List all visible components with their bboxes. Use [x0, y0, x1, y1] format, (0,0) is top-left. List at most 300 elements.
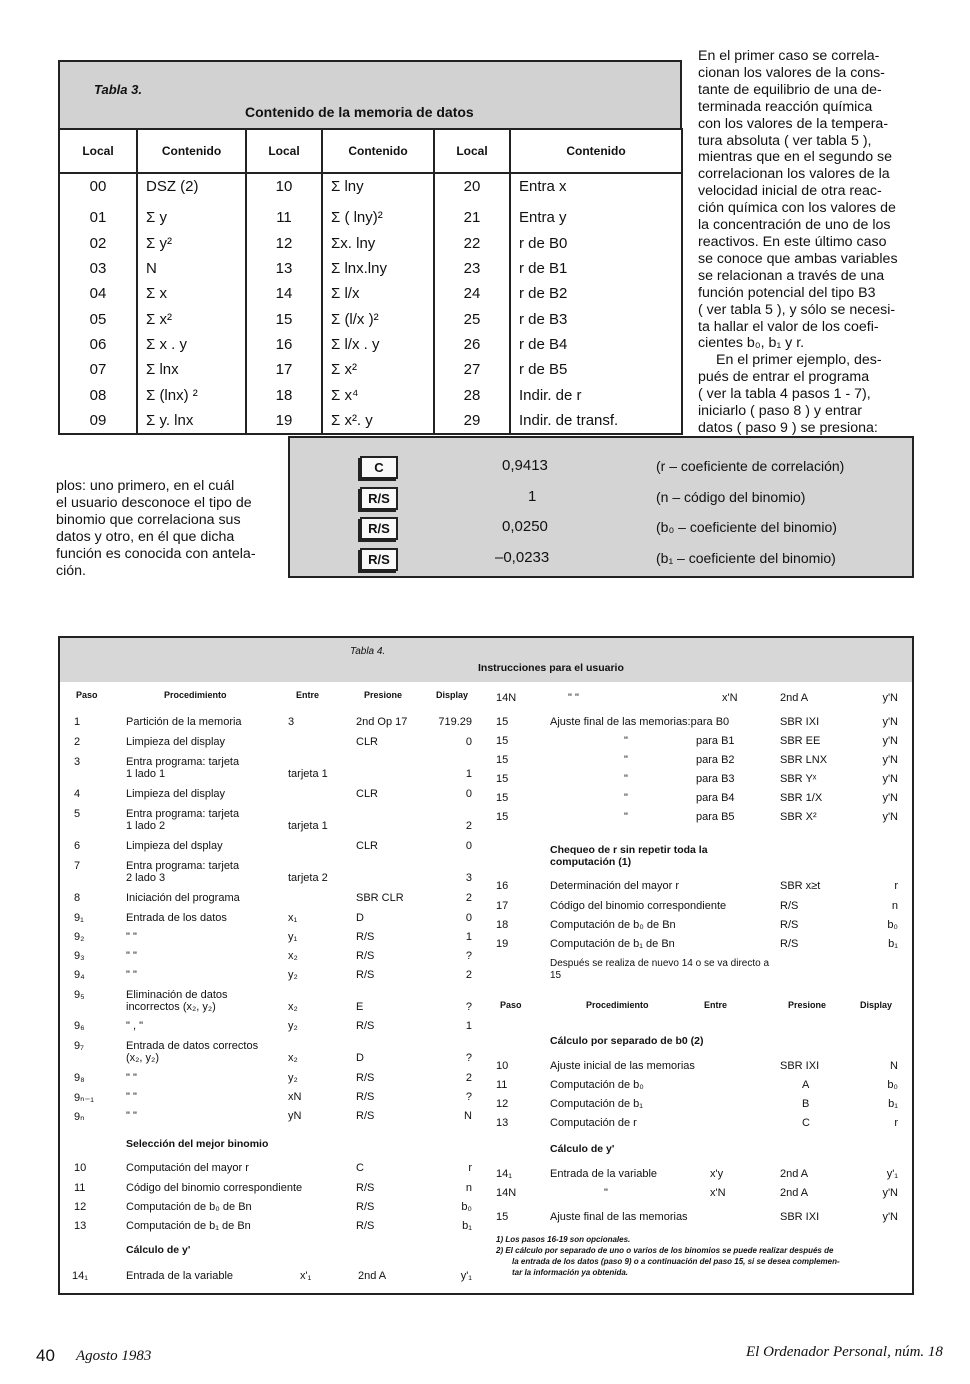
table4-cell: 7: [74, 860, 81, 872]
table4-cell: y'₁: [460, 1270, 472, 1282]
table4-cell: 4: [74, 788, 81, 800]
text-line: función es conocida con antela-: [56, 545, 256, 562]
table3-cell: 17: [246, 357, 322, 382]
table4-cell: 9₃: [74, 950, 85, 962]
table4-cell: Código del binomio correspondiente: [126, 1182, 303, 1194]
table4-cell: 719.29: [438, 716, 472, 728]
table4-header: [58, 636, 914, 682]
table4-body: [58, 680, 914, 1295]
table4-cell: x₁: [288, 912, 298, 924]
table4-cell: 18: [496, 919, 509, 931]
calculator-key: R/S: [360, 517, 398, 540]
table4-cell: x'N: [722, 692, 738, 704]
table4-cell: C: [802, 1117, 810, 1129]
table4-cell: " ": [126, 969, 137, 981]
table4-cell: y'N: [882, 754, 898, 766]
table3-col-header: Local: [59, 129, 137, 173]
table4-cell: y₂: [288, 1020, 298, 1032]
note-line: la entrada de los datos (paso 9) o a continuación del paso 15, si se desea complemen-: [512, 1257, 840, 1266]
table4-cell: 14N: [496, 692, 517, 704]
table4-cell: 2: [465, 820, 472, 832]
table4-cell: Ajuste inicial de las memorias: [550, 1060, 695, 1072]
table4-cell: 3: [74, 756, 81, 768]
table4-cell: " ": [126, 1110, 137, 1122]
table4-cell: 15: [496, 1211, 509, 1223]
table4-cell: R/S: [356, 1220, 375, 1232]
table3-cell: 09: [59, 408, 137, 434]
table3-cell: 06: [59, 332, 137, 357]
table3-cell: Entra y: [510, 199, 682, 230]
key-result-description: (n – código del binomio): [656, 488, 806, 505]
table4-cell: 10: [74, 1162, 87, 1174]
table4-cell: R/S: [356, 950, 375, 962]
table4-cell: para B5: [696, 811, 735, 823]
text-line: En el primer caso se correla-: [698, 48, 880, 64]
table4-cell: 9₁: [74, 912, 84, 924]
table3-cell: 12: [246, 231, 322, 256]
table4-cell: 2nd A: [358, 1270, 387, 1282]
text-line: plos: uno primero, en el cuál: [56, 478, 235, 494]
table3-row: [59, 231, 682, 256]
text-line: tante de equilibrio de una de-: [698, 81, 882, 98]
table4-cell: 1: [465, 1020, 472, 1032]
table4-cell: 9₇: [74, 1040, 84, 1052]
table3-cell: r de B0: [510, 231, 682, 256]
text-line: cionan los valores de la cons-: [698, 64, 885, 81]
table3-cell: Σ x²: [322, 357, 434, 382]
table3-cell: r de B1: [510, 256, 682, 281]
table3-cell: 08: [59, 382, 137, 407]
table4-cell: tarjeta 1: [288, 820, 328, 832]
table3-cell: 07: [59, 357, 137, 382]
table4-cell: y'N: [882, 811, 898, 823]
table4-cell: Computación de b₀ de Bn: [126, 1201, 252, 1213]
table3-row: [59, 281, 682, 306]
table4-cell: 14₁: [72, 1270, 88, 1282]
table4-cell: 14₁: [496, 1168, 512, 1180]
text-line: terminada reacción química: [698, 98, 873, 115]
section-title: Cálculo de y': [550, 1143, 615, 1155]
table4-cell: para B3: [696, 773, 735, 785]
table4-cell: xN: [288, 1091, 302, 1103]
table4-cell: Entrada de la variable: [550, 1168, 658, 1180]
table3-cell: Σ x . y: [137, 332, 246, 357]
table4-cell: B: [802, 1098, 810, 1110]
table4-cell: SBR Yˣ: [780, 773, 817, 785]
table3-cell: Σ x². y: [322, 408, 434, 434]
table3-cell: Σ y²: [137, 231, 246, 256]
table3-cell: 11: [246, 199, 322, 230]
table4-cell: x₂: [288, 950, 298, 962]
table4-cell: y₂: [288, 969, 298, 981]
table4-cell: CLR: [356, 736, 379, 748]
table4-cell: Computación de b₀ de Bn: [550, 919, 676, 931]
table4-cell: y'N: [882, 716, 898, 728]
table4-cell: 5: [74, 808, 81, 820]
text-line: se relacionan a través de una: [698, 267, 885, 284]
key-result-description: (b₁ – coeficiente del binomio): [656, 549, 836, 566]
table3-cell: Entra x: [510, 173, 682, 199]
table3-row: [59, 382, 682, 407]
table4-cell: tarjeta 2: [288, 872, 328, 884]
table3-cell: Σ x²: [137, 306, 246, 331]
table4-cell: 1 lado 2: [126, 820, 166, 832]
table4-cell: Entrada de la variable: [126, 1270, 234, 1282]
table4-cell: incorrectos (x₂, y₂): [126, 1001, 216, 1013]
table3-cell: 04: [59, 281, 137, 306]
table3-cell: 22: [434, 231, 510, 256]
table4-cell: 16: [496, 880, 509, 892]
table4-cell: r: [894, 880, 898, 892]
table4-cell: b₁: [888, 1098, 898, 1110]
table3-row: [59, 332, 682, 357]
table4-cell: b₀: [887, 1079, 898, 1091]
table4-cell: Código del binomio correspondiente: [550, 900, 727, 912]
table3-cell: r de B5: [510, 357, 682, 382]
text-line: datos y otro, en él que dicha: [56, 528, 235, 545]
table4-cell: SBR CLR: [356, 892, 404, 904]
table4-cell: R/S: [356, 1201, 375, 1213]
table4-cell: r: [468, 1162, 472, 1174]
table4-cell: ": [624, 735, 628, 747]
table3-cell: r de B3: [510, 306, 682, 331]
text-line: función potencial del tipo B3: [698, 284, 876, 301]
note-line: 1) Los pasos 16-19 son opcionales.: [496, 1235, 631, 1244]
table3-row: [59, 199, 682, 230]
table3-cell: 20: [434, 173, 510, 199]
table4-cell: R/S: [356, 1072, 375, 1084]
table3-row: [59, 306, 682, 331]
text-line: ción.: [56, 562, 86, 579]
note-line: tar la información ya obtenida.: [512, 1268, 629, 1277]
table4-cell: y'N: [882, 1211, 898, 1223]
table4-cell: 13: [496, 1117, 509, 1129]
table4-cell: 13: [74, 1220, 87, 1232]
table4-cell: SBR x≥t: [780, 880, 821, 892]
table4-cell: " ": [126, 1072, 137, 1084]
table4-cell: ": [624, 773, 628, 785]
table3-cell: Indir. de transf.: [510, 408, 682, 434]
text-line: binomio que correlaciona sus: [56, 511, 241, 528]
table3-cell: Σ (l/x )²: [322, 306, 434, 331]
table4-cell: 11: [74, 1182, 86, 1194]
table4-cell: D: [356, 912, 364, 924]
table3-cell: 15: [246, 306, 322, 331]
table4-cell: 15: [496, 792, 509, 804]
table3-cell: 13: [246, 256, 322, 281]
table4-cell: 1: [465, 768, 472, 780]
table3-cell: r de B4: [510, 332, 682, 357]
table3-row: [59, 173, 682, 199]
table4-cell: CLR: [356, 788, 379, 800]
table4-cell: SBR X²: [780, 811, 817, 823]
table3-cell: Σ lnx: [137, 357, 246, 382]
table3-cell: Σ (lnx) ²: [137, 382, 246, 407]
table4-cell: b₀: [461, 1201, 472, 1213]
table4-cell: R/S: [780, 938, 799, 950]
table4-cell: y'₁: [886, 1168, 898, 1180]
table3-row: [59, 408, 682, 434]
table4-cell: y₁: [288, 931, 298, 943]
table4-cell: x'y: [710, 1168, 724, 1180]
table3-cell: 10: [246, 173, 322, 199]
table4-cell: " , ": [126, 1020, 143, 1032]
table4-cell: n: [891, 900, 898, 912]
table3-cell: 27: [434, 357, 510, 382]
table4-col-header: Entre: [296, 690, 320, 700]
table4-cell: 15: [496, 754, 509, 766]
key-result-value: 1: [528, 487, 537, 505]
table4-cell: 2: [465, 892, 472, 904]
key-result-value: 0,0250: [502, 518, 548, 535]
table3-cell: 01: [59, 199, 137, 230]
table3-title: Contenido de la memoria de datos: [245, 104, 474, 120]
table4-cell: b₁: [462, 1220, 472, 1232]
table4-cell: SBR LNX: [780, 754, 828, 766]
calculator-key: C: [360, 456, 398, 479]
table4-cell: R/S: [780, 919, 799, 931]
table4-cell: x₂: [288, 1001, 298, 1013]
table4-cell: R/S: [356, 1182, 375, 1194]
table3-col-header: Contenido: [322, 129, 434, 173]
table4-cell: " ": [126, 931, 137, 943]
table4-cell: 2nd A: [780, 1187, 809, 1199]
text-line: correlacionan los valores de la: [698, 166, 890, 183]
text-line: ( ver tabla 5 ), y sólo se necesi-: [698, 301, 896, 318]
key-sequence-box: [288, 436, 914, 578]
table3-cell: DSZ (2): [137, 173, 246, 199]
table3-row: [59, 256, 682, 281]
table4-cell: Computación de b₁: [550, 1098, 643, 1110]
table4-cell: x'₁: [300, 1270, 312, 1282]
table4-cell: R/S: [356, 931, 375, 943]
table3-cell: 21: [434, 199, 510, 230]
table4-cell: Limpieza del display: [126, 736, 226, 748]
table3-cell: 25: [434, 306, 510, 331]
text-line: iniciarlo ( paso 8 ) y entrar: [698, 403, 863, 420]
table4-cell: 15: [496, 735, 509, 747]
table4-cell: 9ₙ: [74, 1111, 85, 1123]
table4-cell: Ajuste final de las memorias: [550, 1211, 688, 1223]
table4-cell: Entra programa: tarjeta: [126, 860, 240, 872]
text-line: se conoce que ambas variables: [698, 250, 898, 267]
table3-cell: 16: [246, 332, 322, 357]
table4-cell: 9₂: [74, 931, 85, 943]
table4-col-header: Display: [860, 1000, 893, 1010]
table4-cell: 2nd A: [780, 1168, 809, 1180]
table4-cell: R/S: [356, 1110, 375, 1122]
table4-cell: Computación de b₁ de Bn: [126, 1220, 251, 1232]
table4-cell: ": [624, 792, 628, 804]
table4-cell: N: [464, 1110, 472, 1122]
text-line: mientras que en el segundo se: [698, 149, 893, 166]
table4-cell: Entrada de los datos: [126, 912, 227, 924]
table4-cell: y'N: [882, 692, 898, 704]
table4-cell: ?: [465, 1052, 472, 1064]
table4-cell: 9₈: [74, 1072, 85, 1084]
table4-cell: Limpieza del dsplay: [126, 840, 223, 852]
table4-cell: " ": [126, 950, 137, 962]
table4-cell: 17: [496, 900, 509, 912]
table3-cell: 18: [246, 382, 322, 407]
text-line: con los valores de la tempera-: [698, 115, 889, 132]
table4-cell: y₂: [288, 1072, 298, 1084]
table4-cell: 12: [74, 1201, 87, 1213]
table4-cell: 3: [288, 716, 295, 728]
table4-cell: y'N: [882, 792, 898, 804]
text-line: En el primer ejemplo, des-: [716, 352, 882, 369]
table4-col-header: Display: [436, 690, 469, 700]
table4-cell: " ": [568, 692, 579, 704]
table4-cell: b₀: [887, 919, 898, 931]
table4-cell: 0: [465, 840, 472, 852]
table4-cell: para B2: [696, 754, 735, 766]
table4-cell: R/S: [780, 900, 799, 912]
table3-cell: 05: [59, 306, 137, 331]
table4-cell: C: [356, 1162, 364, 1174]
table4-cell: 1: [74, 716, 81, 728]
table4-cell: yN: [288, 1110, 302, 1122]
table3-cell: Σ y: [137, 199, 246, 230]
text-line: pués de entrar el programa: [698, 369, 870, 386]
table4-cell: 2: [74, 736, 81, 748]
table4-cell: para B4: [696, 792, 735, 804]
table3-cell: Σ l/x: [322, 281, 434, 306]
table4-cell: Entrada de datos correctos: [126, 1040, 259, 1052]
table4-col-header: Paso: [500, 1000, 522, 1010]
table4-cell: 6: [74, 840, 81, 852]
section-title: Cálculo de y': [126, 1244, 191, 1256]
table3-cell: Σ lny: [322, 173, 434, 199]
table4-cell: 11: [496, 1079, 508, 1091]
table3-cell: Σ x: [137, 281, 246, 306]
table4-cell: 1: [465, 931, 472, 943]
table4-cell: Eliminación de datos: [126, 989, 228, 1001]
text-line: ta hallar el valor de los coefi-: [698, 318, 879, 335]
table4-cell: A: [802, 1079, 810, 1091]
table4-cell: Limpieza del display: [126, 788, 226, 800]
table4-cell: ?: [465, 950, 472, 962]
table4-cell: 2: [465, 969, 472, 981]
table4-cell: 14N: [496, 1187, 517, 1199]
table3-cell: 19: [246, 408, 322, 434]
table4-cell: Ajuste final de las memorias:para B0: [550, 716, 730, 728]
table4-cell: SBR EE: [780, 735, 821, 747]
table4-cell: 8: [74, 892, 81, 904]
calculator-key: R/S: [360, 548, 398, 571]
table4-cell: ": [604, 1187, 608, 1199]
table4-cell: SBR 1/X: [780, 792, 823, 804]
table4-cell: CLR: [356, 840, 379, 852]
table3-cell: 14: [246, 281, 322, 306]
table3-cell: Σ x⁴: [322, 382, 434, 407]
text-line: la concentración de uno de los: [698, 217, 891, 234]
table4-col-header: Presione: [788, 1000, 827, 1010]
table4-cell: Computación de b₁ de Bn: [550, 938, 675, 950]
text-line: tura absoluta ( ver tabla 5 ),: [698, 132, 872, 149]
table4-cell: 9ₙ₋₁: [74, 1092, 95, 1104]
table3-row: [59, 357, 682, 382]
table4-cell: 2nd Op 17: [356, 716, 408, 728]
table3-cell: 29: [434, 408, 510, 434]
table4-col-header: Entre: [704, 1000, 728, 1010]
table3-cell: Σ l/x . y: [322, 332, 434, 357]
key-result-description: (r – coeficiente de correlación): [656, 458, 845, 474]
table4-cell: Entra programa: tarjeta: [126, 808, 240, 820]
table4-cell: 15: [496, 811, 509, 823]
table4-cell: ?: [465, 1091, 472, 1103]
section-title: Cálculo por separado de b0 (2): [550, 1035, 704, 1047]
table4-cell: ": [624, 811, 628, 823]
table4-col-header: Presione: [364, 690, 403, 700]
table4-cell: 0: [465, 788, 472, 800]
text-line: datos ( paso 9 ) se presiona:: [698, 419, 878, 436]
table4-cell: y'N: [882, 773, 898, 785]
table4-cell: x₂: [288, 1052, 298, 1064]
magazine-name: El Ordenador Personal, núm. 18: [746, 1344, 943, 1360]
text-line: velocidad inicial de otra reac-: [698, 183, 882, 200]
table3-col-header: Local: [246, 129, 322, 173]
table4-cell: R/S: [356, 1020, 375, 1032]
table4-label: Tabla 4.: [350, 646, 386, 657]
table3-cell: 23: [434, 256, 510, 281]
table4-cell: R/S: [356, 969, 375, 981]
text-line: ción química con los valores de: [698, 200, 896, 217]
table4-cell: n: [465, 1182, 472, 1194]
table4-cell: tarjeta 1: [288, 768, 328, 780]
table4-cell: 0: [465, 912, 472, 924]
table3-col-header: Local: [434, 129, 510, 173]
table4-cell: Entra programa: tarjeta: [126, 756, 240, 768]
table4-cell: 2: [465, 1072, 472, 1084]
table4-cell: 15: [496, 773, 509, 785]
key-result-value: –0,0233: [495, 548, 550, 566]
table4-cell: 2 lado 3: [126, 872, 166, 884]
table3-cell: Σ y. lnx: [137, 408, 246, 434]
table3-cell: 03: [59, 256, 137, 281]
text-line: el usuario desconoce el tipo de: [56, 494, 252, 511]
table4-cell: Determinación del mayor r: [550, 880, 679, 892]
table4-cell: y'N: [882, 1187, 898, 1199]
section-title: Chequeo de r sin repetir toda la computación (1): [550, 844, 708, 868]
table4-cell: SBR IXI: [780, 1060, 820, 1072]
text-line: ( ver la tabla 4 pasos 1 - 7),: [698, 386, 871, 403]
table3-cell: r de B2: [510, 281, 682, 306]
table3-cell: 24: [434, 281, 510, 306]
table3-cell: N: [137, 256, 246, 281]
table4-cell: SBR IXI: [780, 716, 820, 728]
table4-cell: para B1: [696, 735, 735, 747]
table4-cell: N: [890, 1060, 898, 1072]
table3-col-header: Contenido: [137, 129, 246, 173]
issue-date: Agosto 1983: [76, 1348, 152, 1364]
table3-cell: Indir. de r: [510, 382, 682, 407]
table4-cell: ?: [465, 1001, 472, 1013]
table4-cell: D: [356, 1052, 364, 1064]
table4-cell: ": [624, 754, 628, 766]
table4-cell: 9₄: [74, 969, 85, 981]
text-line: reactivos. En este último caso: [698, 233, 887, 250]
table4-col-header: Procedimiento: [586, 1000, 649, 1010]
left-column-text: [56, 478, 268, 579]
table4-cell: " ": [126, 1091, 137, 1103]
section-title: Selección del mejor binomio: [126, 1138, 269, 1150]
key-result-value: 0,9413: [502, 457, 548, 474]
table3-cell: 00: [59, 173, 137, 199]
table4-cell: Computación de b₀: [550, 1079, 644, 1091]
key-result-description: (b₀ – coeficiente del binomio): [656, 519, 837, 535]
table4-cell: 1 lado 1: [126, 768, 166, 780]
